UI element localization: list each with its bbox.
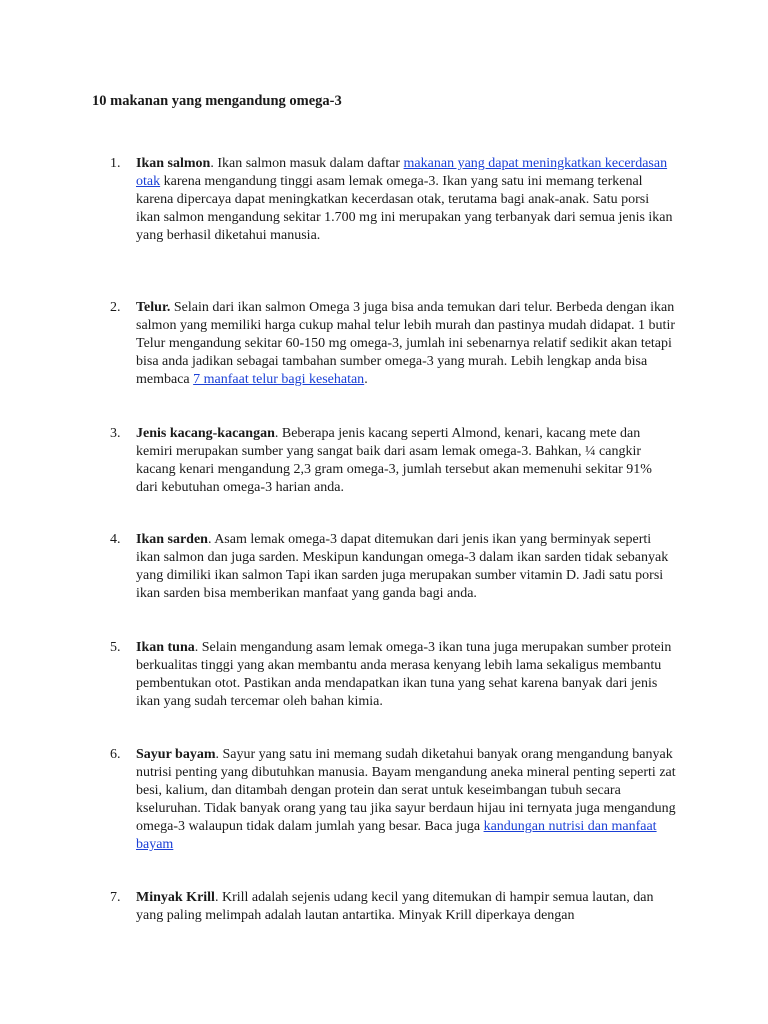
list-item [110,531,676,603]
list-item-text [136,889,676,925]
list-item-number: 3. [110,426,121,441]
list-item-text [136,639,676,711]
list-item [110,746,676,854]
list-item-number: 4. [110,532,121,547]
list-item-term: Minyak Krill [136,890,215,905]
list-item-link[interactable]: makanan yang dapat meningkatkan kecerdasan otak [136,156,668,189]
list-item-term: Sayur bayam [136,747,216,762]
list-item-term: Ikan tuna [136,640,195,655]
list-item-term: Ikan salmon [136,156,211,171]
list-item-description: . Ikan salmon masuk dalam daftar [210,156,404,171]
list-item-description-continued: . [364,372,368,387]
list-item-link[interactable]: kandungan nutrisi dan manfaat bayam [136,819,657,852]
list-item [110,299,676,389]
list-item-description: . Asam lemak omega-3 dapat ditemukan dari jenis ikan yang berminyak seperti ikan salmon dan juga sarden. Meskipun kandungan omega-3 dalam ikan sarden tidak sebanyak yang dimiliki ikan salmon Tapi ikan sarden juga merupakan sumber vitamin D. Jadi satu porsi ikan sarden bisa memberikan manfaat yang ganda bagi anda. [136,532,669,601]
list-item-description: . Krill adalah sejenis udang kecil yang ditemukan di hampir semua lautan, dan yang paling melimpah adalah lautan antartika. Minyak Krill diperkaya dengan [136,890,654,923]
list-item-text [136,155,676,245]
list-item-number: 2. [110,300,121,315]
list-item-term: Jenis kacang-kacangan [136,426,275,441]
list-item-term: Ikan sarden [136,532,208,547]
document-title: 10 makanan yang mengandung omega-3 [92,93,342,109]
list-item [110,155,676,245]
list-item-description: . Selain mengandung asam lemak omega-3 ikan tuna juga merupakan sumber protein berkualitas tinggi yang akan membantu anda merasa kenyang lebih lama sekaligus membantu pembentukan otot. Pastikan anda mendapatkan ikan tuna yang sehat karena banyak dari jenis ikan yang sudah tercemar oleh bahan kimia. [136,640,672,709]
list-item [110,425,676,497]
list-item-link[interactable]: 7 manfaat telur bagi kesehatan [193,372,365,387]
list-item-description: . Beberapa jenis kacang seperti Almond, kenari, kacang mete dan kemiri merupakan sumber yang sangat baik dari asam lemak omega-3. Bahkan, ¼ cangkir kacang kenari mengandung 2,3 gram omega-3, jumlah tersebut akan memenuhi sekitar 91% dari kebutuhan omega-3 harian anda. [136,426,652,495]
list-item-number: 7. [110,890,121,905]
list-item-description: Selain dari ikan salmon Omega 3 juga bisa anda temukan dari telur. Berbeda dengan ikan salmon yang memiliki harga cukup mahal telur lebih murah dan pastinya mudah didapat. 1 butir Telur mengandung sekitar 60-150 mg omega-3, jumlah ini sebenarnya relatif sedikit akan tetapi bisa anda jadikan sebagai tambahan sumber omega-3 yang murah. Lebih lengkap anda bisa membaca [136,300,675,387]
list-item-text [136,746,676,854]
list-item-number: 1. [110,156,121,171]
list-item-number: 6. [110,747,121,762]
list-item-term: Telur. [136,300,171,315]
list-item-text [136,425,676,497]
list-item [110,889,676,925]
list-item-description: . Sayur yang satu ini memang sudah diketahui banyak orang mengandung banyak nutrisi penting yang dibutuhkan manusia. Bayam mengandung aneka mineral penting seperti zat besi, kalium, dan ditambah dengan protein dan serat untuk keseimbangan tubuh secara kseluruhan. Tidak banyak orang yang tau jika sayur berdaun hijau ini ternyata juga mengandung omega-3 walaupun tidak dalam jumlah yang besar. Baca juga [136,747,676,834]
list-item-text [136,531,676,603]
list-item-number: 5. [110,640,121,655]
list-item-text [136,299,676,389]
list-item-description-continued: karena mengandung tinggi asam lemak omega-3. Ikan yang satu ini memang terkenal karena dipercaya dapat meningkatkan kecerdasan otak, terutama bagi anak-anak. Satu porsi ikan salmon mengandung sekitar 1.700 mg ini merupakan yang terbanyak dari semua jenis ikan yang berhasil diketahui manusia. [136,174,673,243]
list-item [110,639,676,711]
